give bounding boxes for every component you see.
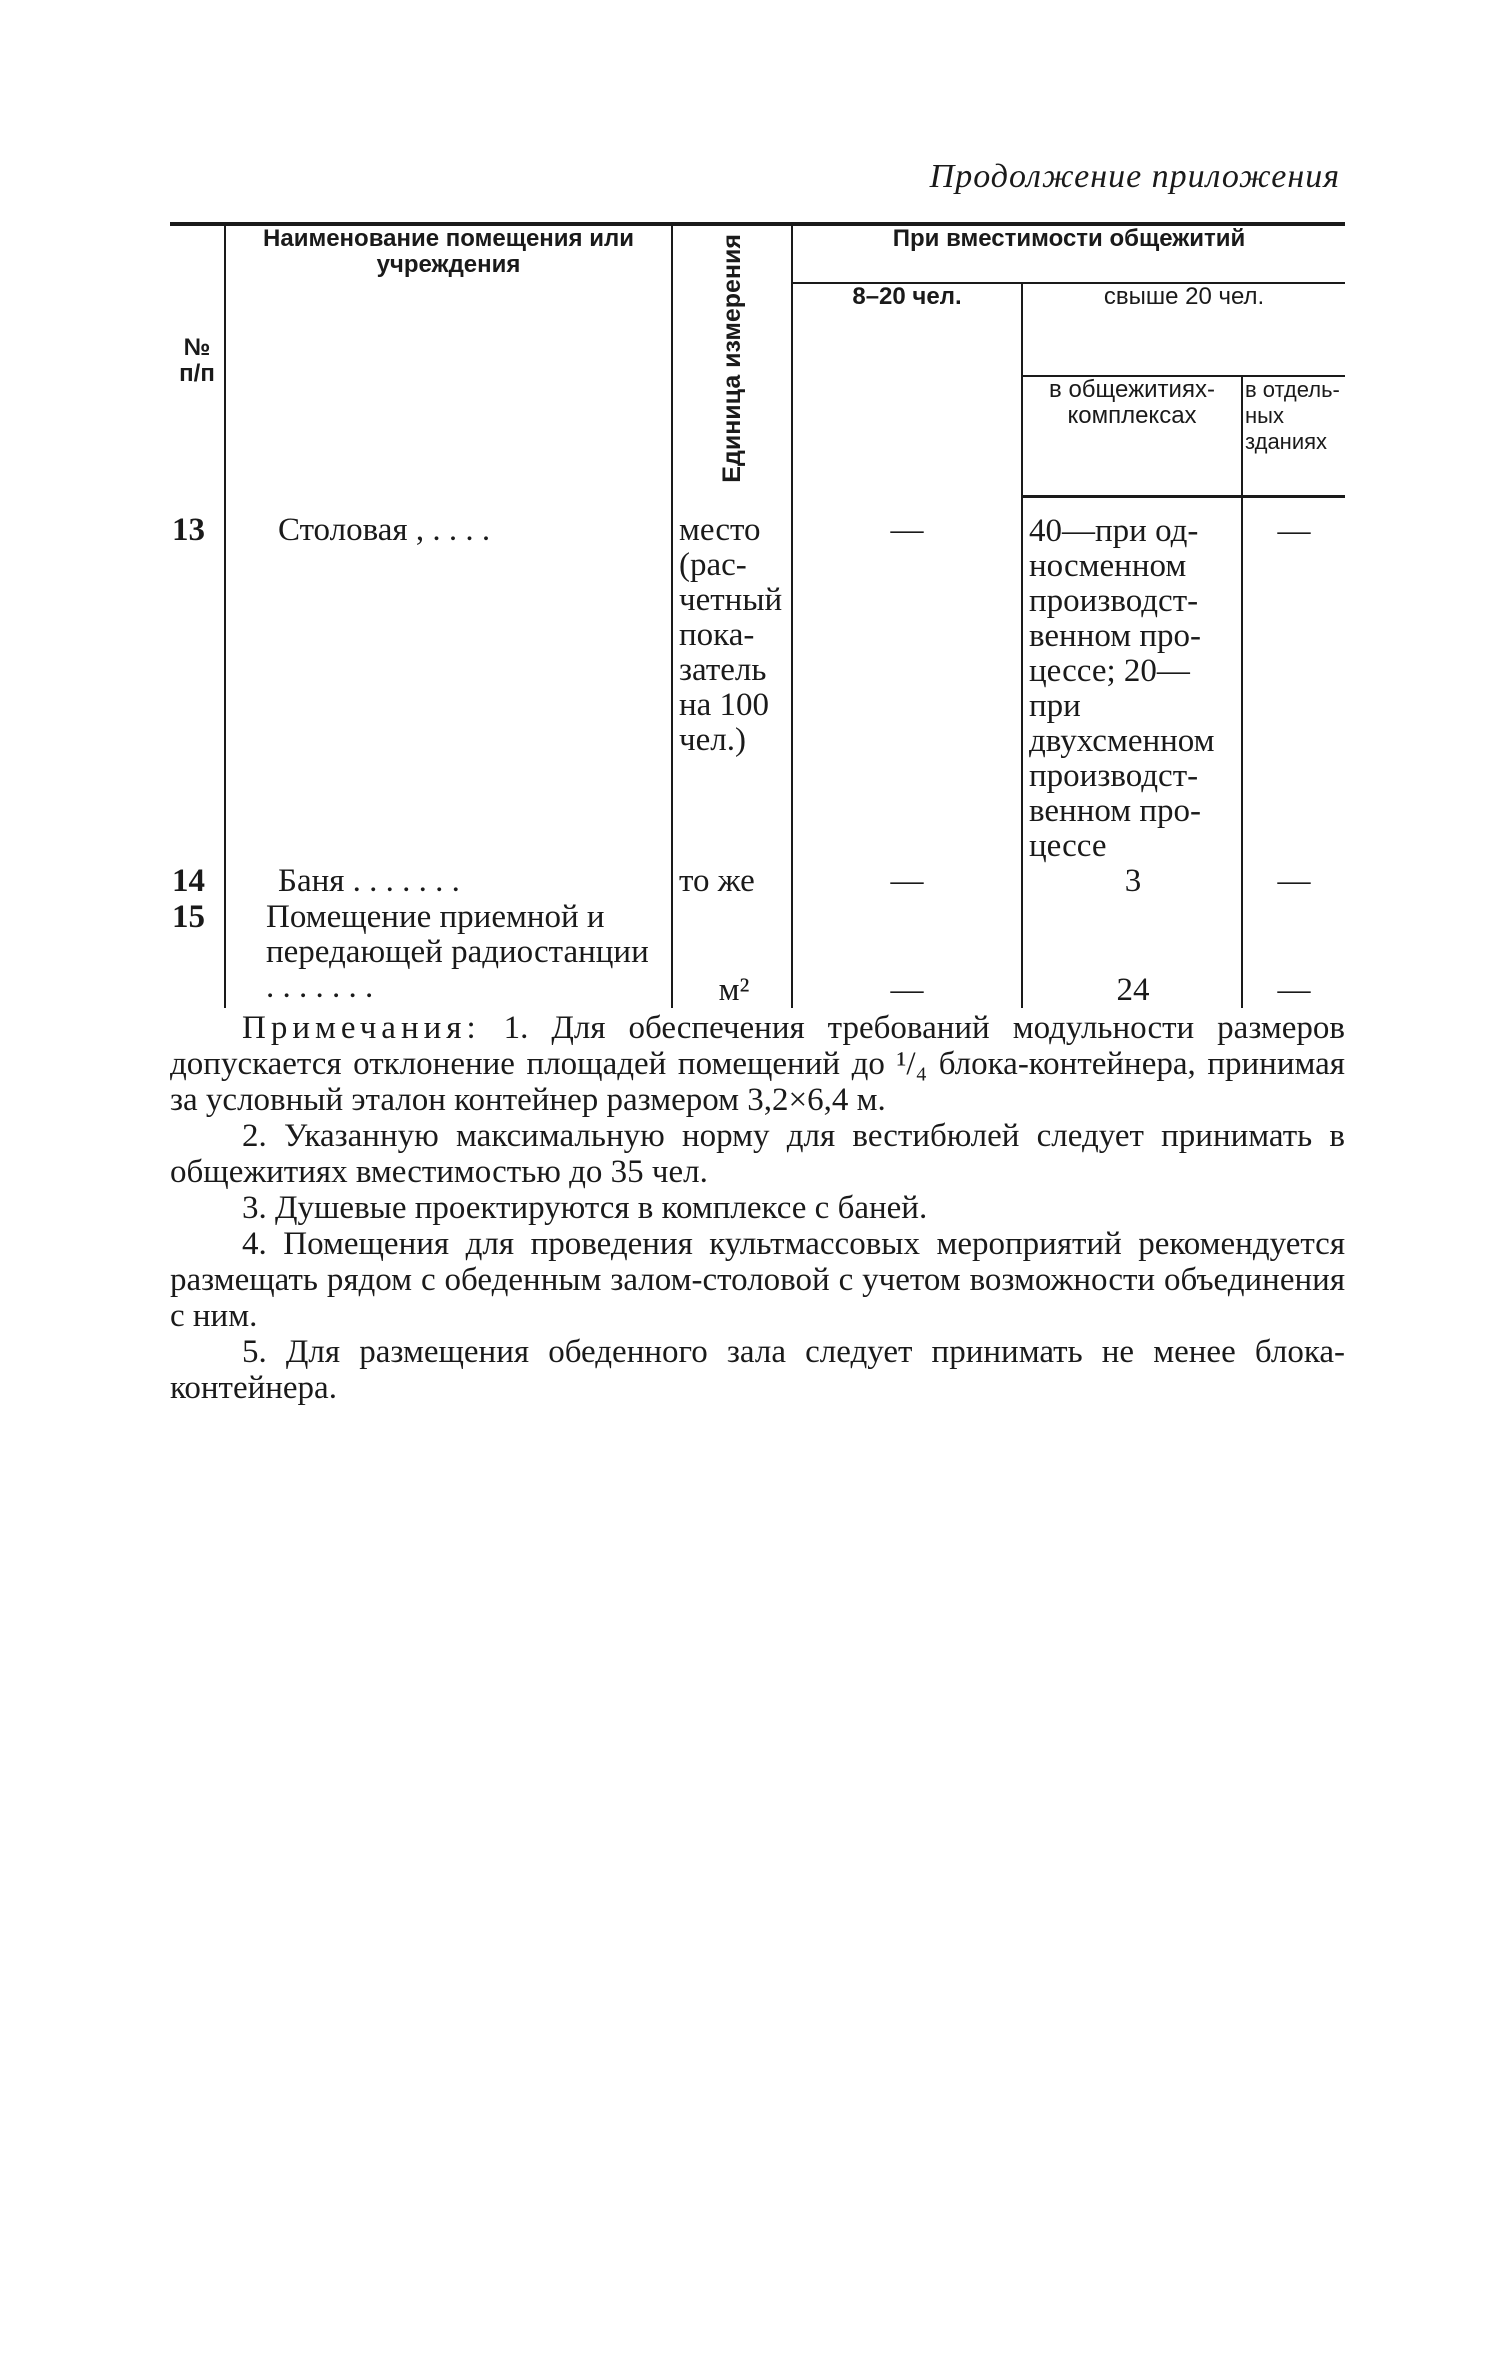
col-complex-header: в общежитиях-комплексах <box>1022 376 1242 497</box>
table-row <box>170 497 1345 865</box>
row-name: Помещение приемной и передающей радиостанции . . . . . . . <box>225 900 672 1008</box>
note-2: 2. Указанную максимальную норму для вестибюлей следует принимать в общежитиях вместимостью до 35 чел. <box>170 1118 1345 1190</box>
col-name-header: Наименование помещения или учреждения <box>225 224 672 497</box>
row-unit: место (расчетный показатель на 100 чел.) <box>672 497 792 865</box>
col-capacity-header: При вместимости общежитий <box>792 224 1345 283</box>
col-num-header: № п/п <box>179 334 215 388</box>
row-num: 15 <box>172 899 205 936</box>
notes-section <box>170 1010 1345 1406</box>
row-unit: м² <box>672 900 792 1008</box>
notes-label: Примечания: <box>242 1010 481 1046</box>
row-unit: то же <box>672 864 792 900</box>
col-separate-header: в отдельных зданиях <box>1242 376 1345 497</box>
continuation-title: Продолжение приложения <box>929 158 1340 195</box>
note-1-text: 1. Для обеспечения требований модульности размеров допускается отклонение площадей помещений до ¹/₄ блока-контейнера, принимая за условный эталон контейнер размером 3,2×6,4 м. <box>170 1010 1345 1118</box>
row-complex: 3 <box>1022 864 1242 900</box>
col-unit-header: Единица измерения <box>672 224 792 497</box>
note-1 <box>170 1010 1345 1118</box>
norms-table <box>170 222 1345 1008</box>
table-row <box>170 900 1345 1008</box>
note-4: 4. Помещения для проведения культмассовых мероприятий рекомендуется размещать рядом с обеденным залом-столовой с учетом возможности объединения с ним. <box>170 1226 1345 1334</box>
row-name: Баня . . . . . . . <box>225 864 672 900</box>
col-8-20-header: 8–20 чел. <box>792 283 1022 497</box>
note-5: 5. Для размещения обеденного зала следует принимать не менее блока-контейнера. <box>170 1334 1345 1406</box>
row-separate: — <box>1242 497 1345 865</box>
row-separate: — <box>1242 900 1345 1008</box>
row-num: 13 <box>172 511 205 548</box>
row-num: 14 <box>172 863 205 900</box>
row-complex: 40—при односменном производственном процессе; 20— при двухсменном производственном процессе <box>1022 497 1242 865</box>
table-row <box>170 864 1345 900</box>
row-8-20: — <box>792 497 1022 865</box>
row-separate: — <box>1242 864 1345 900</box>
note-3: 3. Душевые проектируются в комплексе с баней. <box>242 1190 928 1226</box>
row-8-20: — <box>792 864 1022 900</box>
row-8-20: — <box>792 900 1022 1008</box>
col-over20-header: свыше 20 чел. <box>1022 283 1345 376</box>
row-complex: 24 <box>1022 900 1242 1008</box>
row-name: Столовая , . . . . <box>225 497 672 865</box>
